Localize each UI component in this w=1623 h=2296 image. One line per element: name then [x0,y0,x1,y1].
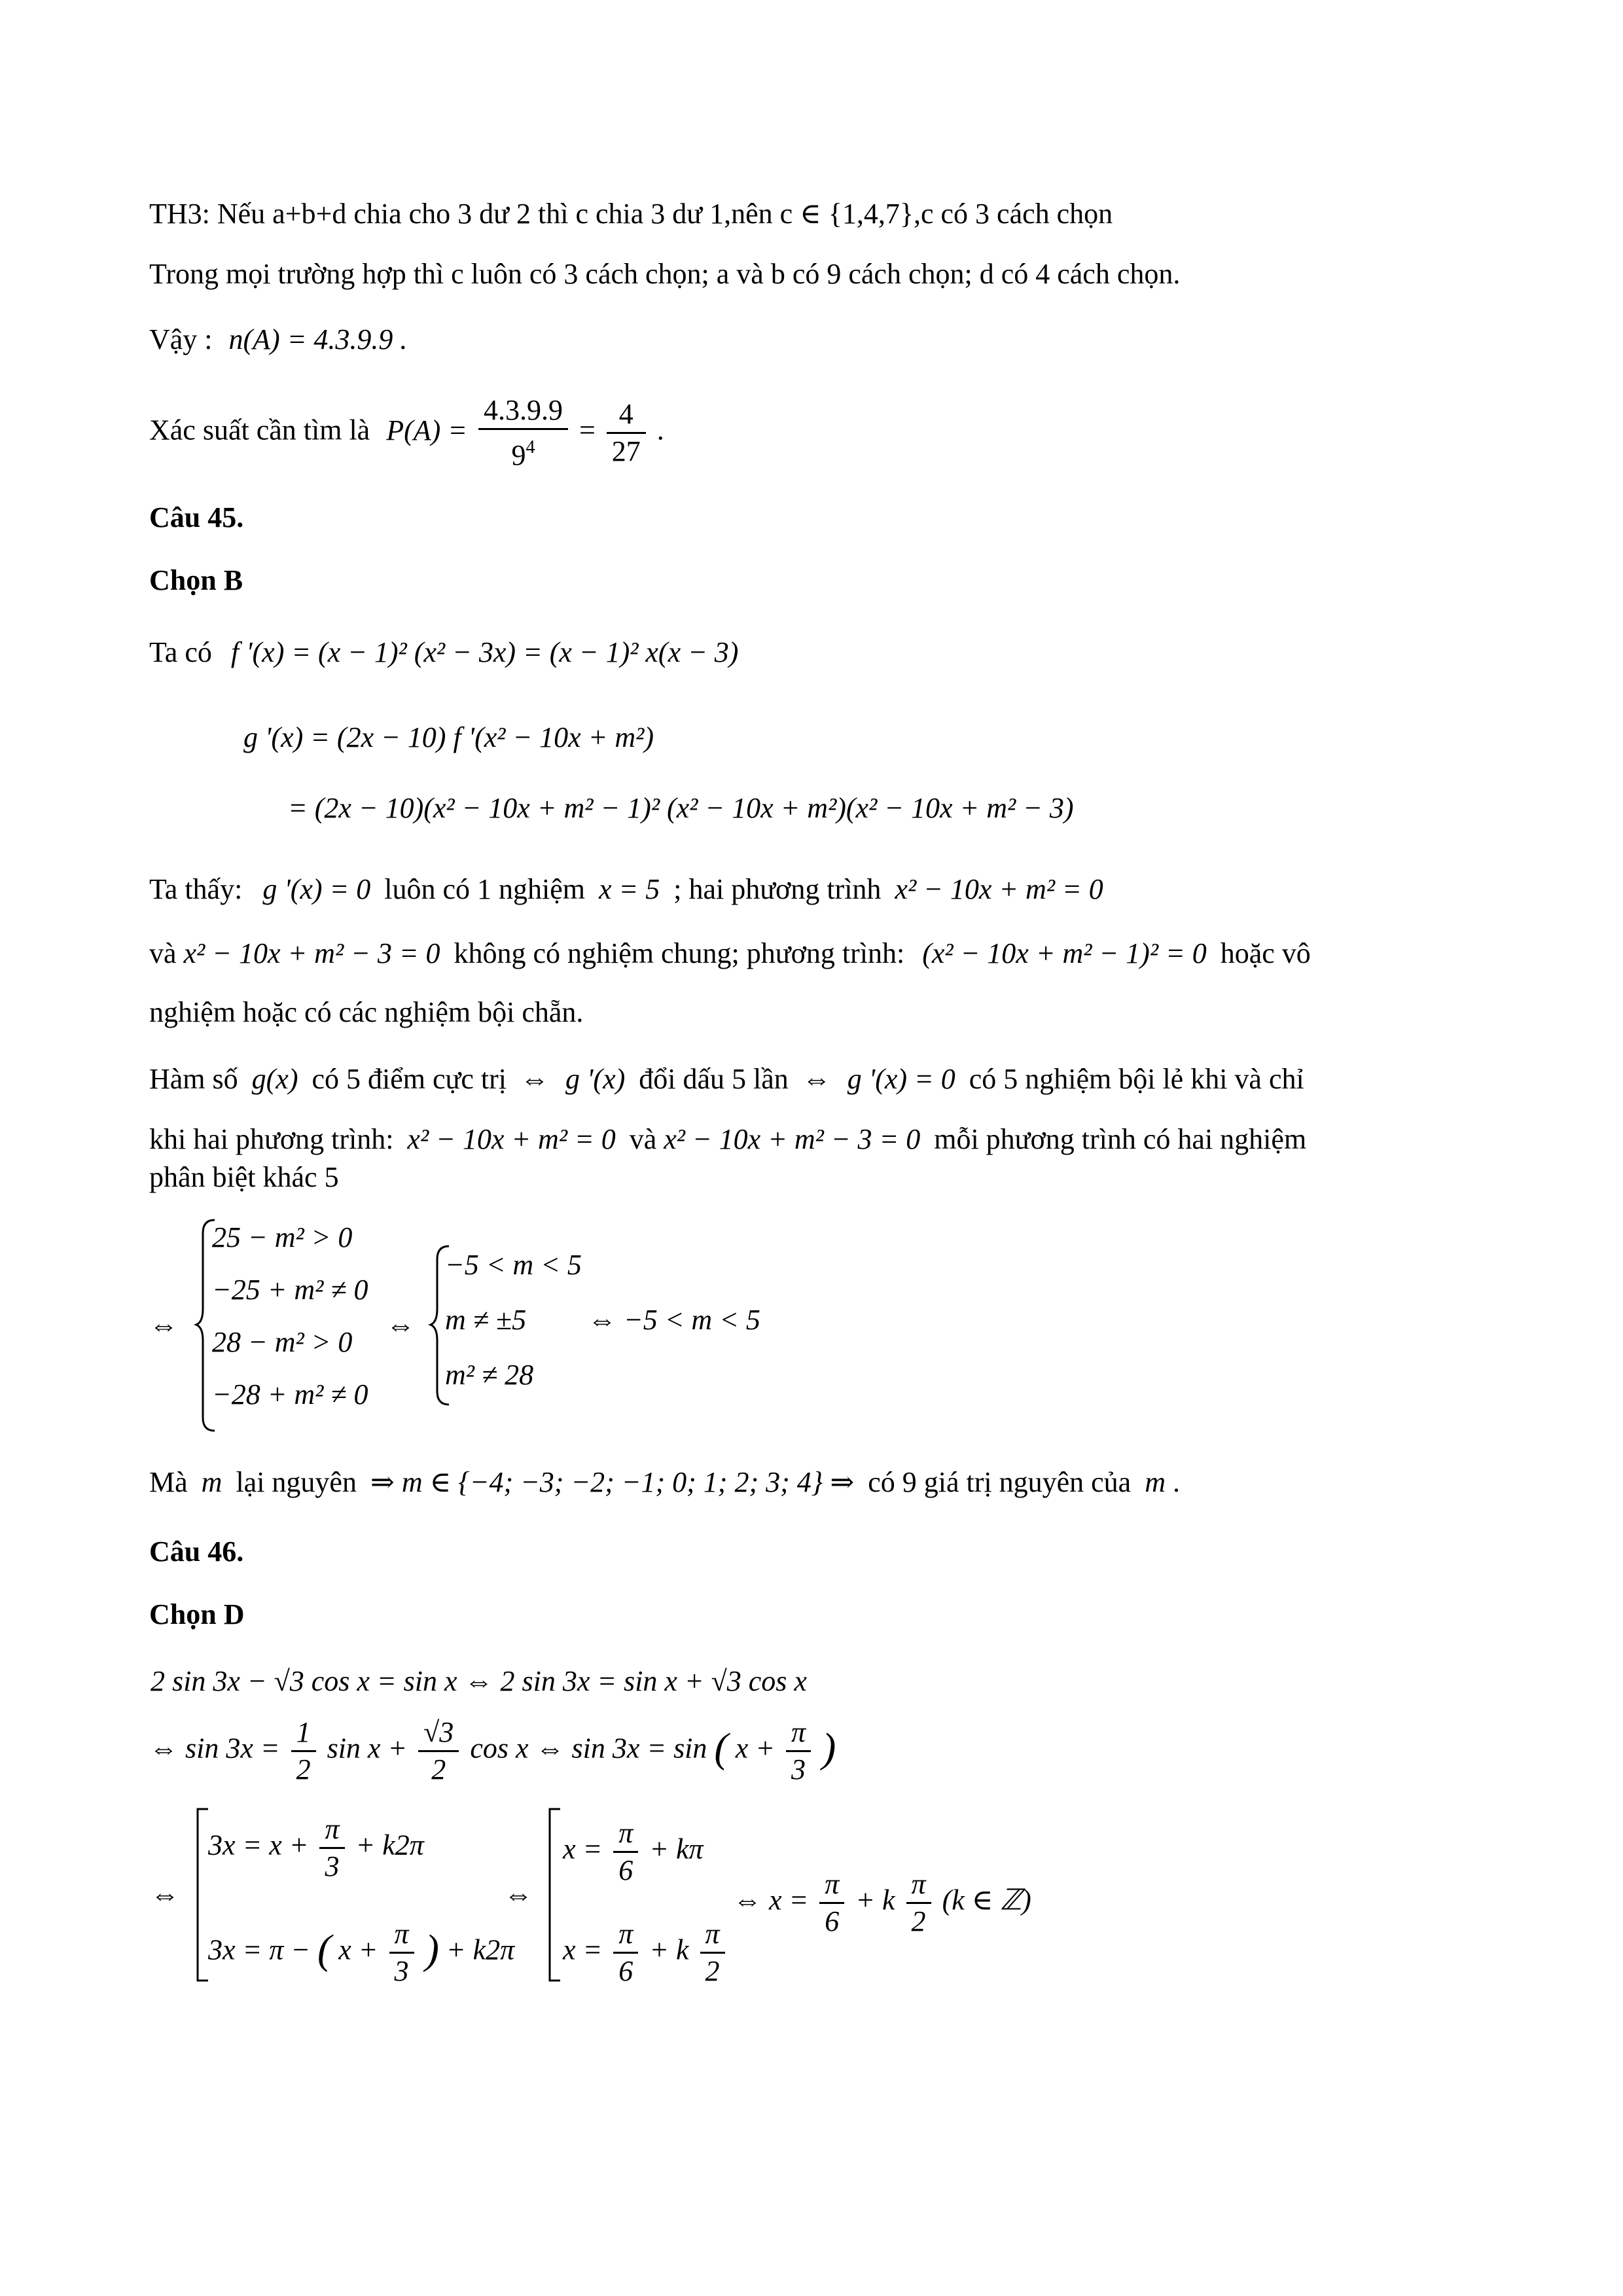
q46-s2r1-lhs: x = [563,1833,603,1865]
q46-res-frac1 [819,1867,844,1939]
q46-res-domain: (k ∈ ℤ) [942,1884,1031,1916]
q45-answer: Chọn B [149,564,243,596]
q45-p2-text2: hoặc vô [1220,937,1311,969]
q46-res-frac2 [906,1867,931,1939]
q46-s2r1-tail: + kπ [649,1833,704,1865]
probability-line: Xác suất cần tìm là P(A) = $\frac{4.3.9.9}{9^4}$ = $\frac{4}{27}$ . [149,393,664,473]
q46-s2-row2 [563,1916,729,1989]
q46-iff-1: ⇔ [151,1878,179,1910]
q46-s1r2-den: 3 [394,1955,409,1987]
q46-l2-frac2-den: 2 [431,1753,446,1785]
q46-iff-2: ⇔ [504,1878,533,1910]
summary-line: Trong mọi trường hợp thì c luôn có 3 cách chọn; a và b có 9 cách chọn; d có 4 cách chọn. [149,258,1181,290]
nA-line [149,321,407,359]
q45-p1-eq2: x² − 10x + m² = 0 [895,873,1103,905]
q45-final-set: ⇒ m ∈ {−4; −3; −2; −1; 0; 1; 2; 3; 4} ⇒ [370,1466,855,1498]
q46-s1r1-num: π [319,1812,344,1849]
q46-title: Câu 46. [149,1535,244,1568]
q45-p2-eq: x² − 10x + m² − 3 = 0 [183,937,440,969]
q45-final-period: . [1172,1466,1180,1498]
q46-answer: Chọn D [149,1598,245,1630]
q45-h2-text: khi hai phương trình: [149,1123,394,1155]
q46-s1r2-arg: x + [338,1933,378,1966]
q45-sys1-row3: 28 − m² > 0 [212,1326,353,1358]
q45-h1-text: Hàm số [149,1063,238,1095]
q46-s2r2-lhs: x = [563,1933,603,1966]
q46-s2r2-num2: π [700,1916,725,1954]
q45-p1-text: luôn có 1 nghiệm [384,873,585,905]
q46-line1: 2 sin 3x − √3 cos x = sin x ⇔ 2 sin 3x = sin x + √3 cos x [151,1665,807,1697]
q45-h1-g: g(x) [251,1063,298,1095]
q46-s1-row1 [208,1812,424,1884]
q46-l2-frac2-num: √3 [418,1715,459,1752]
q46-s2r2-frac1 [613,1916,638,1989]
q46-s2r2-den1: 6 [618,1955,633,1987]
q45-para2 [149,935,1311,973]
q46-s2r1-den: 6 [618,1854,633,1886]
q46-s1-row2: 3x = π − ( x + $\frac{\pi}{3}$ ) + k2π [208,1916,514,1989]
q45-h1-text4: có 5 nghiệm bội lẻ khi và chỉ [969,1063,1304,1095]
q45-h2-eq2: x² − 10x + m² − 3 = 0 [664,1123,921,1155]
q45-iff-2: ⇔ [386,1309,415,1341]
q46-s1r1-frac [319,1812,344,1884]
q46-s1r2-lhs: 3x = π − [208,1933,310,1966]
prob-prefix: Xác suất cần tìm là [149,414,370,446]
q45-h1-text2: có 5 điểm cực trị [312,1063,507,1095]
q45-p1-label: Ta thấy: [149,873,243,905]
q45-sys2-row1: −5 < m < 5 [445,1249,582,1281]
prob-num-2: 4 [607,397,646,434]
q45-line1-expr: f '(x) = (x − 1)² (x² − 3x) = (x − 1)² x(x − 3) [230,636,739,668]
q46-l2-frac-sqrt3 [418,1715,459,1787]
q45-iff-1: ⇔ [149,1309,178,1341]
q46-res-lhs: ⇔ x = [733,1884,809,1916]
q45-final-text2: lại nguyên [236,1466,357,1498]
q46-s1r2-frac [389,1916,414,1989]
q45-p1-text2: ; hai phương trình [673,873,882,905]
q46-s2-row1 [563,1816,704,1888]
q46-l2-lhs: ⇔ sin 3x = [149,1732,280,1765]
q46-s1r2-num: π [389,1916,414,1954]
q46-res-mid: + k [855,1884,895,1916]
q45-final-m: m [201,1466,223,1498]
q46-l2-frac3-num: π [786,1715,811,1752]
q45-sys1-row1: 25 − m² > 0 [212,1221,353,1253]
q46-l2-frac-pi3 [786,1715,811,1787]
q45-para1 [149,870,1103,908]
q45-g1: g '(x) = (2x − 10) f '(x² − 10x + m²) [243,721,654,753]
q45-line1-prefix: Ta có [149,636,212,668]
q45-sys2-row2: m ≠ ±5 [445,1304,527,1336]
q46-l2-frac3-den: 3 [791,1753,806,1785]
q46-result [733,1867,1031,1939]
q46-l2-frac-half [291,1715,316,1787]
q46-s2r2-den2: 2 [705,1955,720,1987]
nA-prefix: Vậy : [149,323,213,355]
q45-sys1-row4: −28 + m² ≠ 0 [212,1378,368,1410]
q45-sys2-row3: m² ≠ 28 [445,1359,534,1391]
q45-final-line [149,1463,1180,1501]
prob-num-1: 4.3.9.9 [478,393,568,430]
q46-s1r2-tail: + k2π [446,1933,515,1966]
q46-s2r2-num1: π [613,1916,638,1954]
prob-den-1: $9^4$ [511,437,535,471]
q46-res-num2: π [906,1867,931,1904]
prob-fraction-2 [607,397,646,469]
q46-s2r1-frac [613,1816,638,1888]
q45-sys1-row2: −25 + m² ≠ 0 [212,1274,368,1306]
q46-line2: ⇔ sin 3x = $\frac{1}{2}$ sin x + $\frac{√3}{2}$ cos x ⇔ sin 3x = sin ( x + $\frac{\pi}{3}$ ) [149,1715,836,1787]
q45-para3: nghiệm hoặc có các nghiệm bội chẵn. [149,996,584,1028]
q46-s2r2-mid: + k [649,1933,689,1966]
q45-p2-and: và [149,937,177,969]
q46-l2-rhs: cos x ⇔ sin 3x = sin [470,1732,707,1765]
prob-fraction-1 [478,393,568,473]
q46-l2-frac-num: 1 [291,1715,316,1752]
th3-line: TH3: Nếu a+b+d chia cho 3 dư 2 thì c chia 3 dư 1,nên c ∈ {1,4,7},c có 3 cách chọn [149,198,1113,230]
q45-hamso-line1 [149,1060,1304,1098]
q45-title: Câu 45. [149,501,244,533]
q46-s1r1-lhs: 3x = x + [208,1829,309,1861]
q45-h1-iff2: ⇔ [802,1063,831,1095]
q45-h2-text2: mỗi phương trình có hai nghiệm [934,1123,1307,1155]
q46-s1r1-den: 3 [325,1850,340,1882]
q45-h2-eq: x² − 10x + m² = 0 [407,1123,616,1155]
q46-s2r2-frac2 [700,1916,725,1989]
q45-p2-text: không có nghiệm chung; phương trình: [454,937,905,969]
q46-l2-mid: sin x + [327,1732,408,1765]
q45-hamso-line3: phân biệt khác 5 [149,1161,339,1193]
q45-final-m2: m [1145,1466,1166,1498]
q46-s1r1-tail: + k2π [355,1829,424,1861]
q46-s2r1-num: π [613,1816,638,1853]
prob-tail: . [656,414,664,446]
q45-g2: = (2x − 10)(x² − 10x + m² − 1)² (x² − 10x + m²)(x² − 10x + m² − 3) [288,792,1074,824]
q45-final-text3: có 9 giá trị nguyên của [868,1466,1132,1498]
prob-lhs: P(A) = [386,414,467,446]
q45-p1-root: x = 5 [598,873,660,905]
q45-p2-eq2: (x² − 10x + m² − 1)² = 0 [922,937,1207,969]
q46-res-den2: 2 [911,1905,926,1937]
q45-line1 [149,634,738,672]
q45-h1-eq: g '(x) = 0 [847,1063,955,1095]
q45-system-result: ⇔ −5 < m < 5 [588,1304,760,1336]
q46-res-den1: 6 [825,1905,840,1937]
nA-expr: n(A) = 4.3.9.9 . [228,323,408,355]
prob-den-2: 27 [611,435,641,467]
q45-final-text: Mà [149,1466,188,1498]
q45-h2-and: và [629,1123,657,1155]
q45-h1-text3: đổi dấu 5 lần [639,1063,789,1095]
q46-res-num1: π [819,1867,844,1904]
q46-l2-arg: x + [735,1732,775,1765]
q45-p1-eq: g '(x) = 0 [262,873,371,905]
q45-hamso-line2 [149,1121,1306,1158]
q46-l2-frac-den: 2 [296,1753,311,1785]
q45-h1-gprime: g '(x) [565,1063,626,1095]
q45-h1-iff: ⇔ [520,1063,550,1095]
